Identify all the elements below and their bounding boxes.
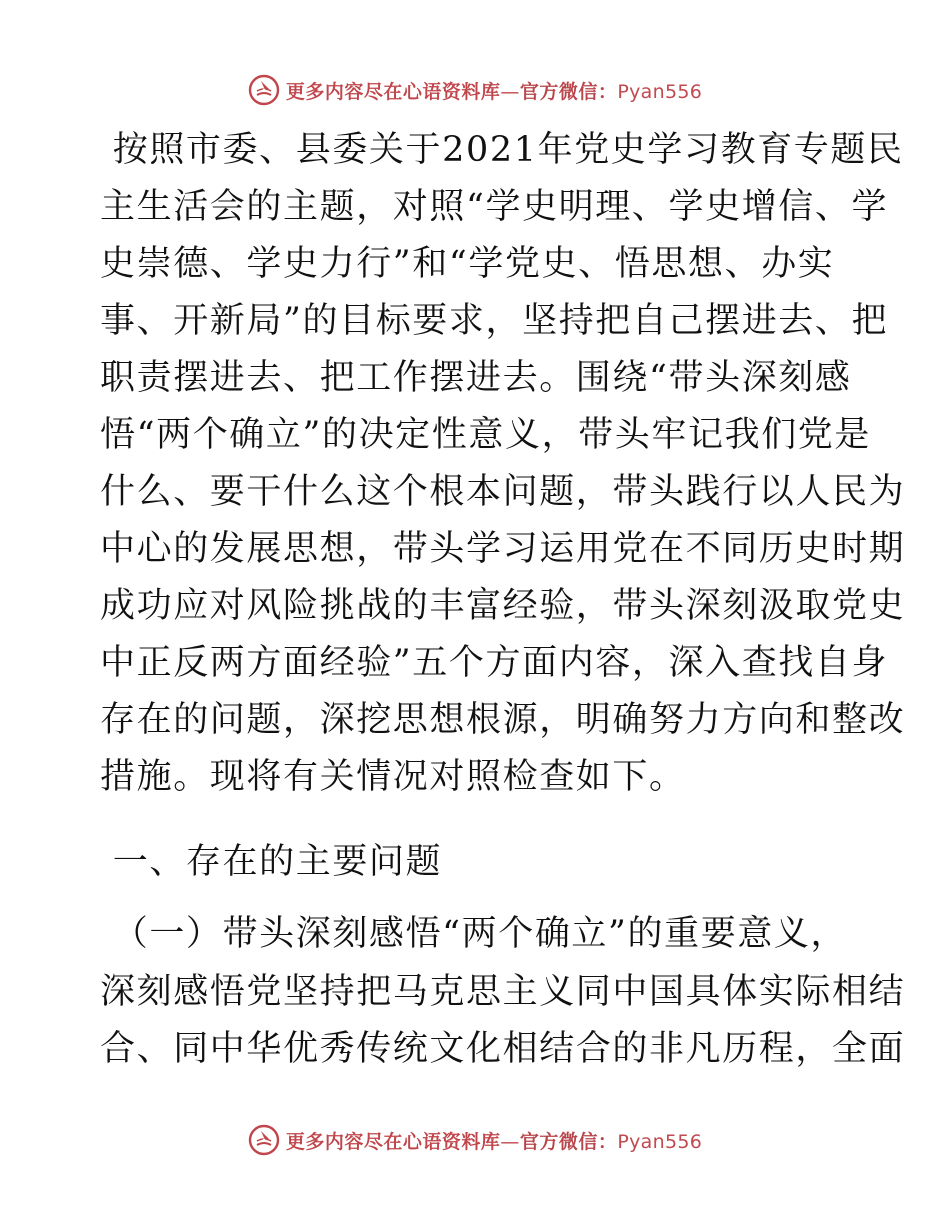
header-banner xyxy=(0,72,950,108)
footer-brand-text: 更多内容尽在心语资料库 xyxy=(285,1130,501,1153)
section-heading: 一、存在的主要问题 xyxy=(100,842,443,882)
paragraph-line: 事、开新局”的目标要求，坚持把自己摆进去、把 xyxy=(100,301,889,341)
footer-banner xyxy=(0,1122,950,1158)
paragraph-line: 按照市委、县委关于2021年党史学习教育专题民 xyxy=(100,130,904,170)
paragraph-line: 职责摆进去、把工作摆进去。围绕“带头深刻感 xyxy=(100,358,852,398)
header-official-label: 官方微信： xyxy=(519,80,618,103)
footer-separator: — xyxy=(500,1130,520,1153)
paragraph-line: 成功应对风险挑战的丰富经验，带头深刻汲取党史 xyxy=(100,586,906,626)
footer-banner-text xyxy=(286,1127,702,1154)
paragraph-line: 存在的问题，深挖思想根源，明确努力方向和整改 xyxy=(100,700,906,740)
paragraph-line: 中正反两方面经验”五个方面内容，深入查找自身 xyxy=(100,643,889,683)
footer-official-label: 官方微信： xyxy=(519,1130,618,1153)
paragraph-line: 什么、要干什么这个根本问题，带头践行以人民为 xyxy=(100,472,906,512)
paragraph-line: 中心的发展思想，带头学习运用党在不同历史时期 xyxy=(100,529,906,569)
footer-wechat-id: Pyan556 xyxy=(617,1130,703,1153)
book-pen-logo-icon xyxy=(248,1124,280,1156)
header-banner-text xyxy=(286,77,702,104)
subsection-heading: （一）带头深刻感悟“两个确立”的重要意义， xyxy=(100,914,848,954)
book-pen-logo-icon xyxy=(248,74,280,106)
paragraph-line: 史崇德、学史力行”和“学党史、悟思想、办实 xyxy=(100,244,835,284)
paragraph-line: 主生活会的主题，对照“学史明理、学史增信、学 xyxy=(100,187,889,227)
header-brand-text: 更多内容尽在心语资料库 xyxy=(285,80,501,103)
paragraph-line: 深刻感悟党坚持把马克思主义同中国具体实际相结 xyxy=(100,972,906,1012)
header-wechat-id: Pyan556 xyxy=(617,80,703,103)
paragraph-line: 合、同中华优秀传统文化相结合的非凡历程，全面 xyxy=(100,1029,906,1069)
header-separator: — xyxy=(500,80,520,103)
paragraph-line: 悟“两个确立”的决定性意义，带头牢记我们党是 xyxy=(100,415,871,455)
paragraph-line: 措施。现将有关情况对照检查如下。 xyxy=(100,757,686,797)
